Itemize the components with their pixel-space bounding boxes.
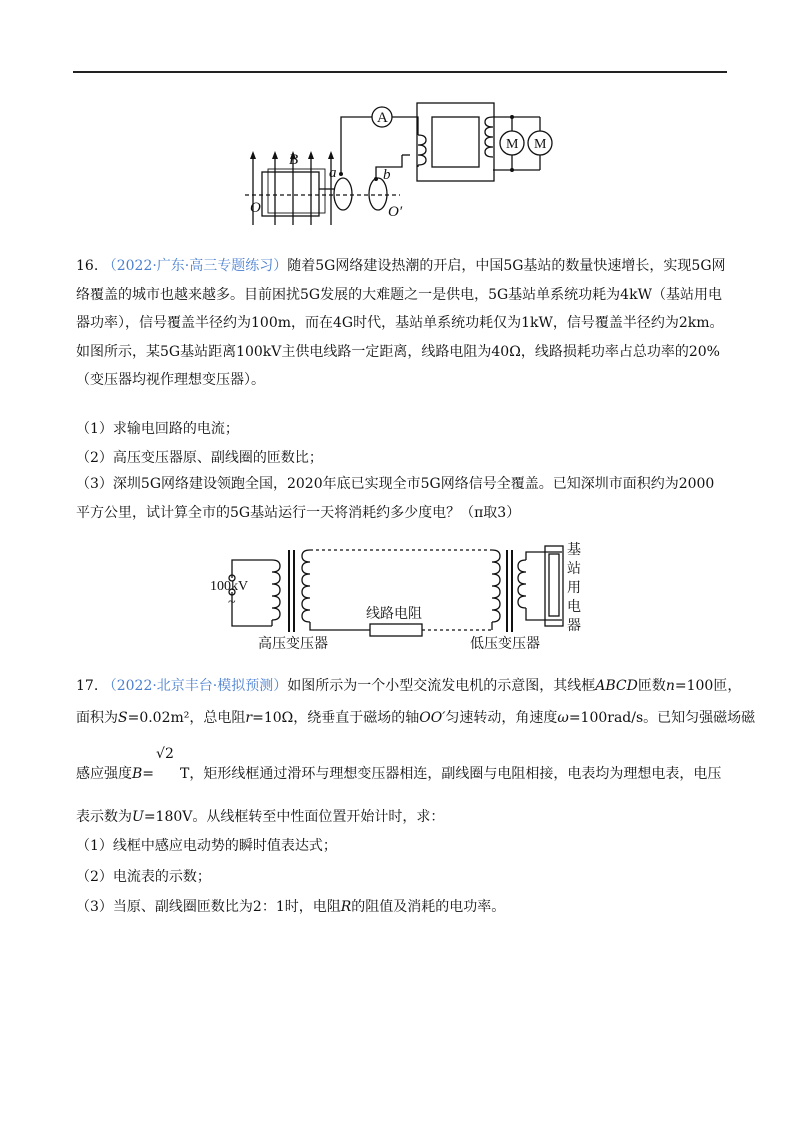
- label-a: a: [329, 165, 337, 181]
- label-O-prime: O′: [388, 204, 403, 220]
- base-station-char-4: 电: [567, 600, 581, 615]
- question-16-source[interactable]: （2022·广东·高三专题练习）: [102, 258, 288, 274]
- voltage-label: 100kV: [210, 579, 249, 594]
- question-17-line-4: [76, 806, 444, 826]
- q17-text-2a: 面积为: [76, 710, 118, 726]
- ac-symbol: ~: [228, 595, 236, 610]
- line-resistor-label: 线路电阻: [366, 607, 422, 622]
- question-17-line-2: [76, 707, 755, 727]
- q17-sub3-a: （3）当原、副线圈匝数比为2：1时，电阻: [76, 899, 341, 915]
- transmission-figure: [200, 540, 600, 655]
- motor-label-1: M: [506, 137, 519, 152]
- question-17-line-3: [76, 746, 722, 783]
- q17-OO: OO′: [419, 710, 446, 726]
- q17-text-2d: 匀速转动，角速度: [445, 710, 558, 726]
- q17-sub2: （2）电流表的示数；: [76, 869, 211, 885]
- label-O: O: [250, 200, 261, 216]
- q16-sub3: [76, 470, 726, 527]
- q17-S: S: [118, 710, 128, 726]
- q17-U: U: [132, 809, 144, 825]
- base-station-char-5: 器: [567, 619, 581, 634]
- q17-text-1a: 如图所示为一个小型交流发电机的示意图，其线框: [287, 678, 596, 694]
- q17-text-4a: 表示数为: [76, 809, 132, 825]
- q17-sub1: （1）线框中感应电动势的瞬时值表达式；: [76, 838, 337, 854]
- q17-text-2b: =0.02m²，总电阻: [127, 710, 246, 726]
- generator-circuit-svg: [240, 95, 560, 230]
- q17-n: n: [665, 678, 675, 694]
- q16-sub1: （1）求输电回路的电流；: [76, 421, 239, 437]
- question-16-number: 16.: [76, 258, 99, 274]
- generator-circuit-figure: [240, 95, 560, 230]
- question-17-source[interactable]: （2022·北京丰台·模拟预测）: [102, 678, 288, 694]
- transmission-svg: [200, 540, 600, 655]
- label-B: B: [289, 152, 299, 168]
- q17-B: B: [132, 766, 143, 782]
- label-b: b: [383, 167, 391, 183]
- motor-label-2: M: [534, 137, 547, 152]
- q17-eq: =: [142, 766, 155, 782]
- q16-sub2: （2）高压变压器原、副线圈的匝数比；: [76, 450, 323, 466]
- q17-text-3b: T，矩形线框通过滑环与理想变压器相连，副线圈与电阻相接，电表均为理想电表，电压: [180, 766, 722, 782]
- q16-sub3-text: （3）深圳5G网络建设领跑全国，2020年底已实现全市5G网络信号全覆盖。已知深圳市面积约为2000平方公里，试计算全市的5G基站运行一天将消耗约多少度电？（π取3）: [76, 476, 715, 521]
- ammeter-label: A: [377, 110, 388, 126]
- question-17-number: 17.: [76, 678, 99, 694]
- sqrt-2: √2: [156, 746, 174, 762]
- q17-text-2e: =100rad/s。已知匀强磁场磁: [568, 710, 756, 726]
- high-transformer-label: 高压变压器: [258, 637, 328, 652]
- header-rule: [73, 71, 727, 73]
- q17-abcd: ABCD: [595, 678, 638, 694]
- q17-text-1b: 匝数: [637, 678, 666, 694]
- q17-text-2c: =10Ω，绕垂直于磁场的轴: [252, 710, 420, 726]
- low-transformer-label: 低压变压器: [470, 637, 540, 652]
- base-station-char-2: 站: [567, 562, 581, 577]
- q17-r: r: [245, 710, 253, 726]
- q17-omega: ω: [557, 710, 569, 726]
- question-16: [76, 252, 726, 395]
- base-station-char-3: 用: [567, 581, 581, 596]
- q17-sub3: [76, 896, 505, 916]
- q17-text-4b: =180V。从线框转至中性面位置开始计时，求：: [143, 809, 445, 825]
- q17-text-1c: =100匝，: [674, 678, 742, 694]
- q17-text-3a: 感应强度: [76, 766, 132, 782]
- question-17-line-1: [76, 675, 741, 695]
- q17-R: R: [340, 899, 352, 915]
- sqrt-2-fraction: [154, 746, 180, 778]
- base-station-char-1: 基: [567, 543, 581, 558]
- q17-sub3-b: 的阻值及消耗的电功率。: [351, 899, 506, 915]
- question-16-body: 随着5G网络建设热潮的开启，中国5G基站的数量快速增长，实现5G网络覆盖的城市也越来越多。目前困扰5G发展的大难题之一是供电，5G基站单系统功耗为4kW（基站用电器功率），信号覆盖半径约为100m，而在4G时代，基站单系统功耗仅为1kW，信号覆盖半径约为2km。如图所示，某5G基站距离100kV主供电线路一定距离，线路电阻为40Ω，线路损耗功率占总功率的20%（变压器均视作理想变压器）。: [76, 258, 726, 388]
